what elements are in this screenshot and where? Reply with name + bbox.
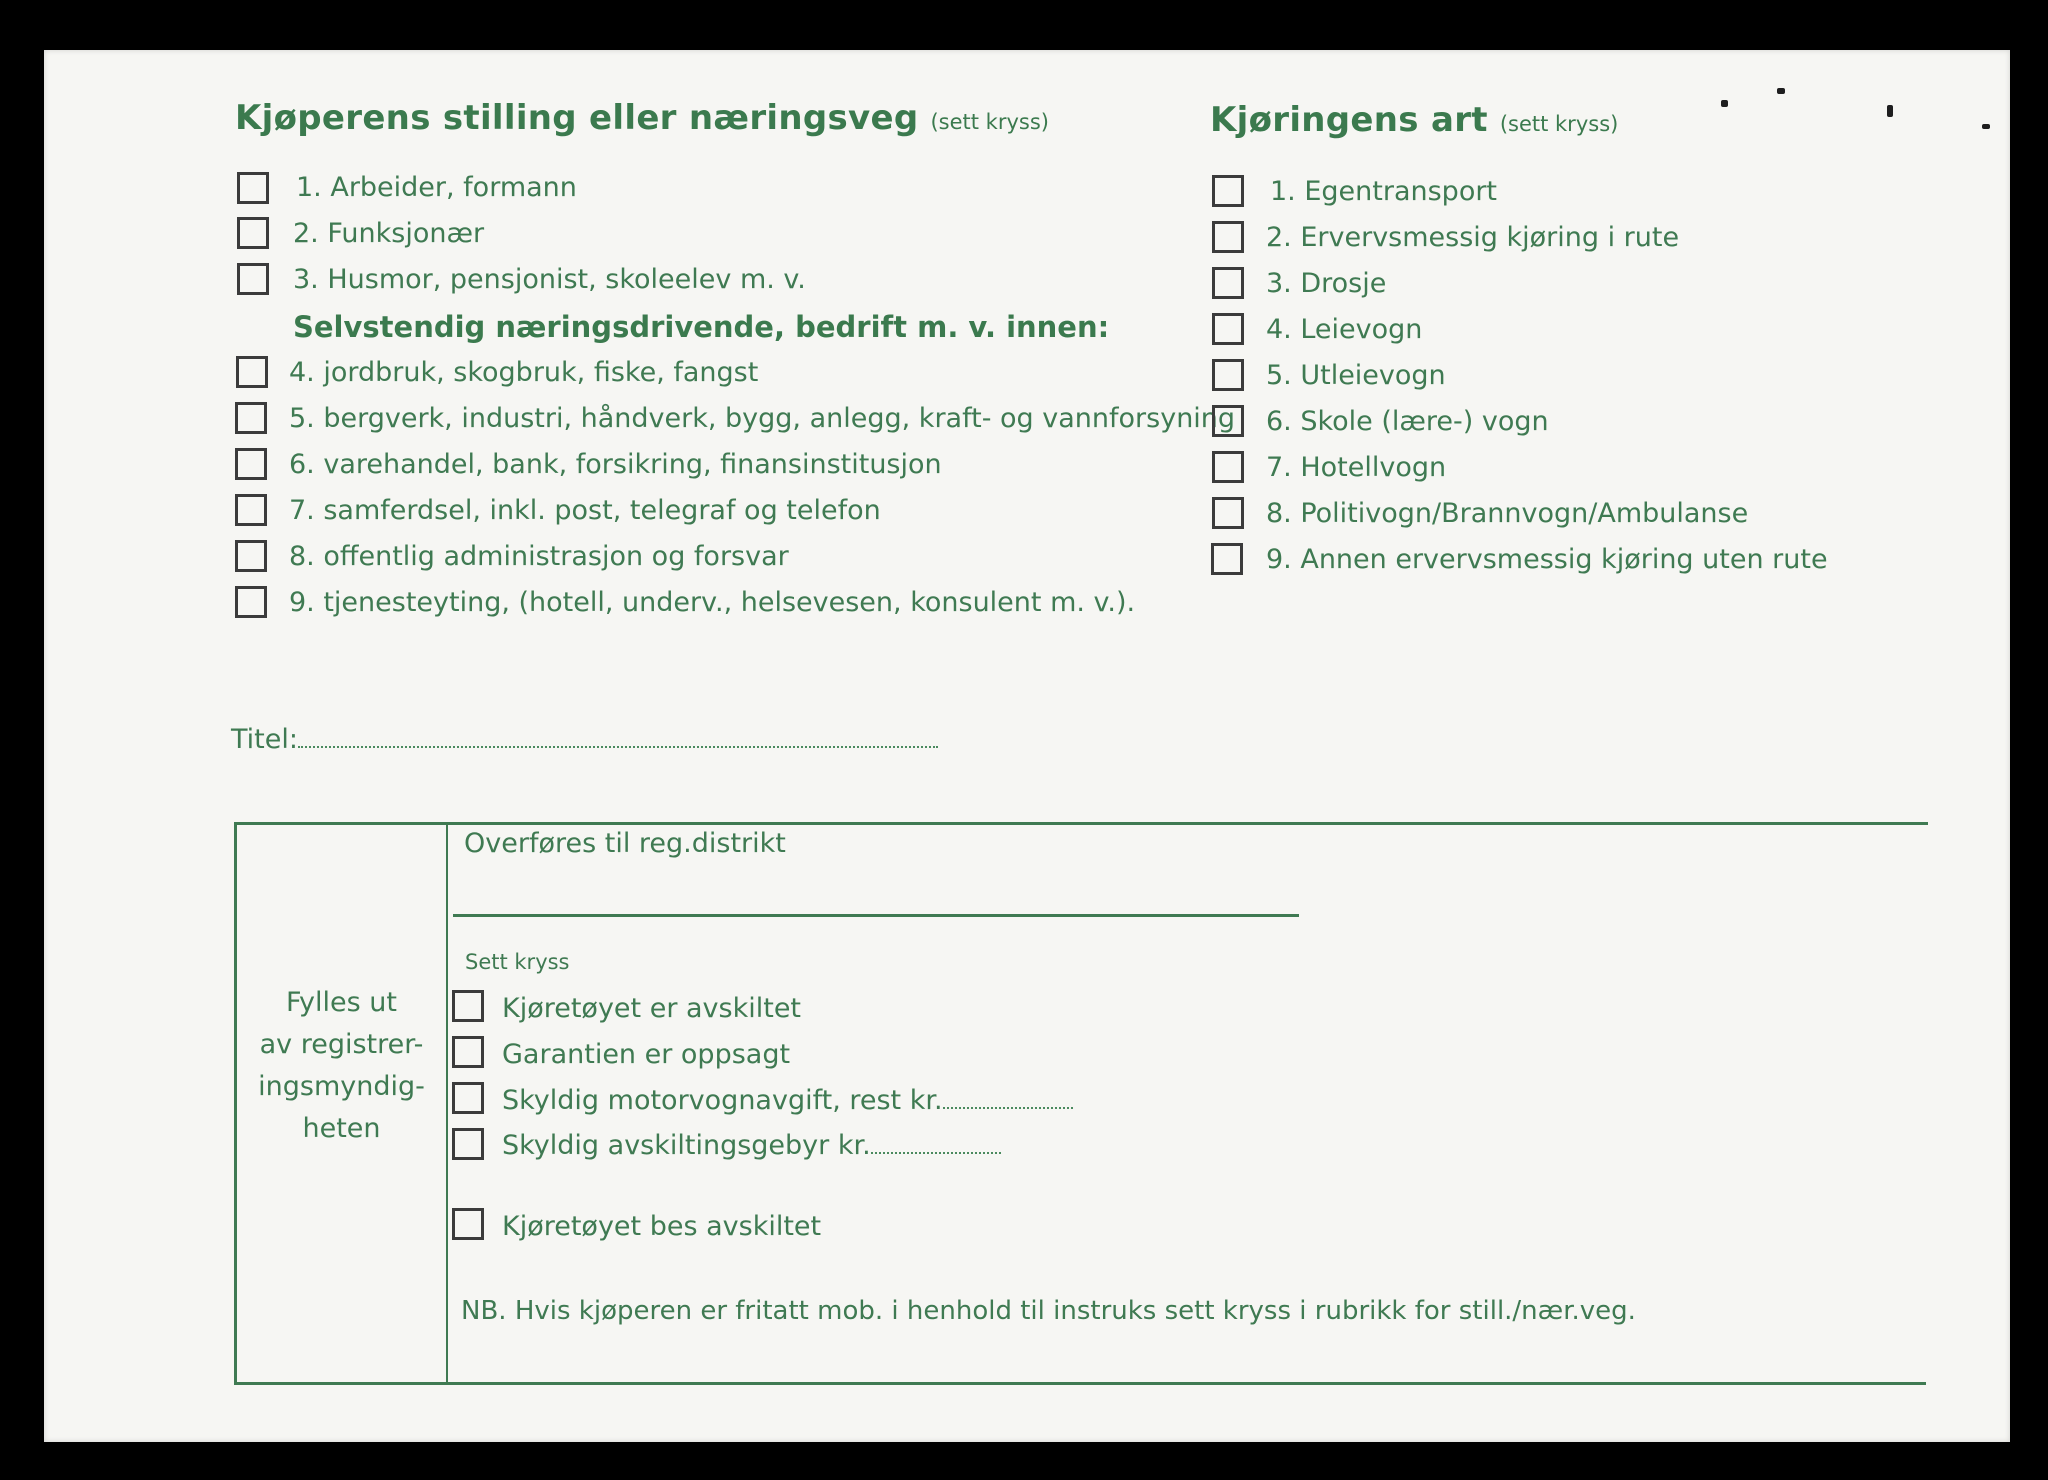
option-left-7: 7. samferdsel, inkl. post, telegraf og telefon — [289, 495, 881, 526]
side-label — [237, 982, 446, 1150]
scan-speck — [1982, 124, 1990, 129]
checkbox-bes-avskiltet[interactable] — [452, 1208, 484, 1240]
motorvognavgift-dotted-line[interactable] — [943, 1087, 1073, 1109]
transfer-input-line[interactable] — [453, 914, 1299, 917]
checkbox-left-1[interactable] — [237, 172, 269, 204]
transfer-label: Overføres til reg.distrikt — [464, 828, 786, 859]
footnote: NB. Hvis kjøperen er fritatt mob. i henhold til instruks sett kryss i rubrikk for still./nær.veg. — [461, 1296, 1636, 1326]
checkbox-left-6[interactable] — [235, 448, 267, 480]
option-right-2: 2. Ervervsmessig kjøring i rute — [1266, 222, 1680, 253]
checkbox-left-3[interactable] — [237, 263, 269, 295]
option-right-6: 6. Skole (lære-) vogn — [1266, 406, 1549, 437]
checkbox-right-7[interactable] — [1212, 451, 1244, 483]
scan-speck — [1721, 100, 1728, 107]
checkbox-left-2[interactable] — [237, 217, 269, 249]
left-title-hint: (sett kryss) — [930, 110, 1049, 134]
checkbox-right-1[interactable] — [1212, 175, 1244, 207]
option-right-3: 3. Drosje — [1266, 268, 1387, 299]
checkbox-right-9[interactable] — [1211, 543, 1243, 575]
left-title-text: Kjøperens stilling eller næringsveg — [235, 98, 919, 138]
checkbox-left-9[interactable] — [235, 586, 267, 618]
check-garanti-label: Garantien er oppsagt — [502, 1039, 791, 1070]
left-subheading: Selvstendig næringsdrivende, bedrift m. v. innen: — [293, 310, 1110, 344]
checkbox-left-7[interactable] — [235, 494, 267, 526]
titel-label: Titel: — [231, 724, 298, 755]
box-bottom-border — [235, 1382, 1926, 1385]
check-avskiltet-label: Kjøretøyet er avskiltet — [502, 993, 802, 1024]
check-motorvognavgift — [502, 1085, 1073, 1116]
checkbox-left-5[interactable] — [235, 402, 267, 434]
option-right-9: 9. Annen ervervsmessig kjøring uten rute — [1266, 544, 1828, 575]
checkbox-avskiltingsgebyr[interactable] — [452, 1128, 484, 1160]
checkbox-motorvognavgift[interactable] — [452, 1082, 484, 1114]
checkbox-avskiltet[interactable] — [452, 990, 484, 1022]
checkbox-left-4[interactable] — [236, 356, 268, 388]
checkbox-left-8[interactable] — [235, 540, 267, 572]
check-avskiltingsgebyr-label: Skyldig avskiltingsgebyr kr. — [502, 1130, 871, 1161]
option-left-4: 4. jordbruk, skogbruk, fiske, fangst — [289, 357, 759, 388]
option-right-7: 7. Hotellvogn — [1266, 452, 1447, 483]
option-right-1: 1. Egentransport — [1270, 176, 1498, 207]
checkbox-right-2[interactable] — [1212, 221, 1244, 253]
option-left-5: 5. bergverk, industri, håndverk, bygg, anlegg, kraft- og vannforsyning — [289, 403, 1236, 434]
checkbox-right-6[interactable] — [1212, 405, 1244, 437]
scan-speck — [1777, 88, 1785, 94]
checkbox-right-4[interactable] — [1212, 313, 1244, 345]
checkbox-right-3[interactable] — [1212, 267, 1244, 299]
sett-kryss-label: Sett kryss — [465, 950, 570, 974]
right-title-text: Kjøringens art — [1210, 100, 1488, 140]
right-section-title — [1210, 100, 1618, 140]
titel-field[interactable] — [231, 724, 938, 755]
checkbox-garanti[interactable] — [452, 1036, 484, 1068]
check-bes-avskiltet-label: Kjøretøyet bes avskiltet — [502, 1211, 822, 1242]
side-label-line-4: heten — [302, 1113, 381, 1144]
option-right-8: 8. Politivogn/Brannvogn/Ambulanse — [1266, 498, 1749, 529]
option-left-6: 6. varehandel, bank, forsikring, finansinstitusjon — [289, 449, 942, 480]
titel-dotted-line — [298, 726, 938, 748]
option-left-3: 3. Husmor, pensjonist, skoleelev m. v. — [293, 264, 806, 295]
option-right-4: 4. Leievogn — [1266, 314, 1423, 345]
box-top-border — [235, 822, 1928, 825]
checkbox-right-8[interactable] — [1212, 497, 1244, 529]
side-label-line-1: Fylles ut — [286, 987, 397, 1018]
checkbox-right-5[interactable] — [1212, 359, 1244, 391]
option-left-2: 2. Funksjonær — [293, 218, 485, 249]
side-label-line-2: av registrer- — [259, 1029, 424, 1060]
form-sheet — [44, 50, 2010, 1442]
right-title-hint: (sett kryss) — [1499, 112, 1619, 136]
box-divider — [446, 822, 448, 1385]
scan-speck — [1887, 105, 1893, 117]
option-right-5: 5. Utleievogn — [1266, 360, 1446, 391]
side-label-line-3: ingsmyndig- — [258, 1071, 425, 1102]
check-avskiltingsgebyr — [502, 1130, 1001, 1161]
option-left-8: 8. offentlig administrasjon og forsvar — [289, 541, 789, 572]
check-motorvognavgift-label: Skyldig motorvognavgift, rest kr. — [502, 1085, 943, 1116]
option-left-1: 1. Arbeider, formann — [296, 172, 577, 203]
avskiltingsgebyr-dotted-line[interactable] — [871, 1132, 1001, 1154]
option-left-9: 9. tjenesteyting, (hotell, underv., helsevesen, konsulent m. v.). — [289, 587, 1136, 618]
left-section-title — [235, 98, 1049, 138]
